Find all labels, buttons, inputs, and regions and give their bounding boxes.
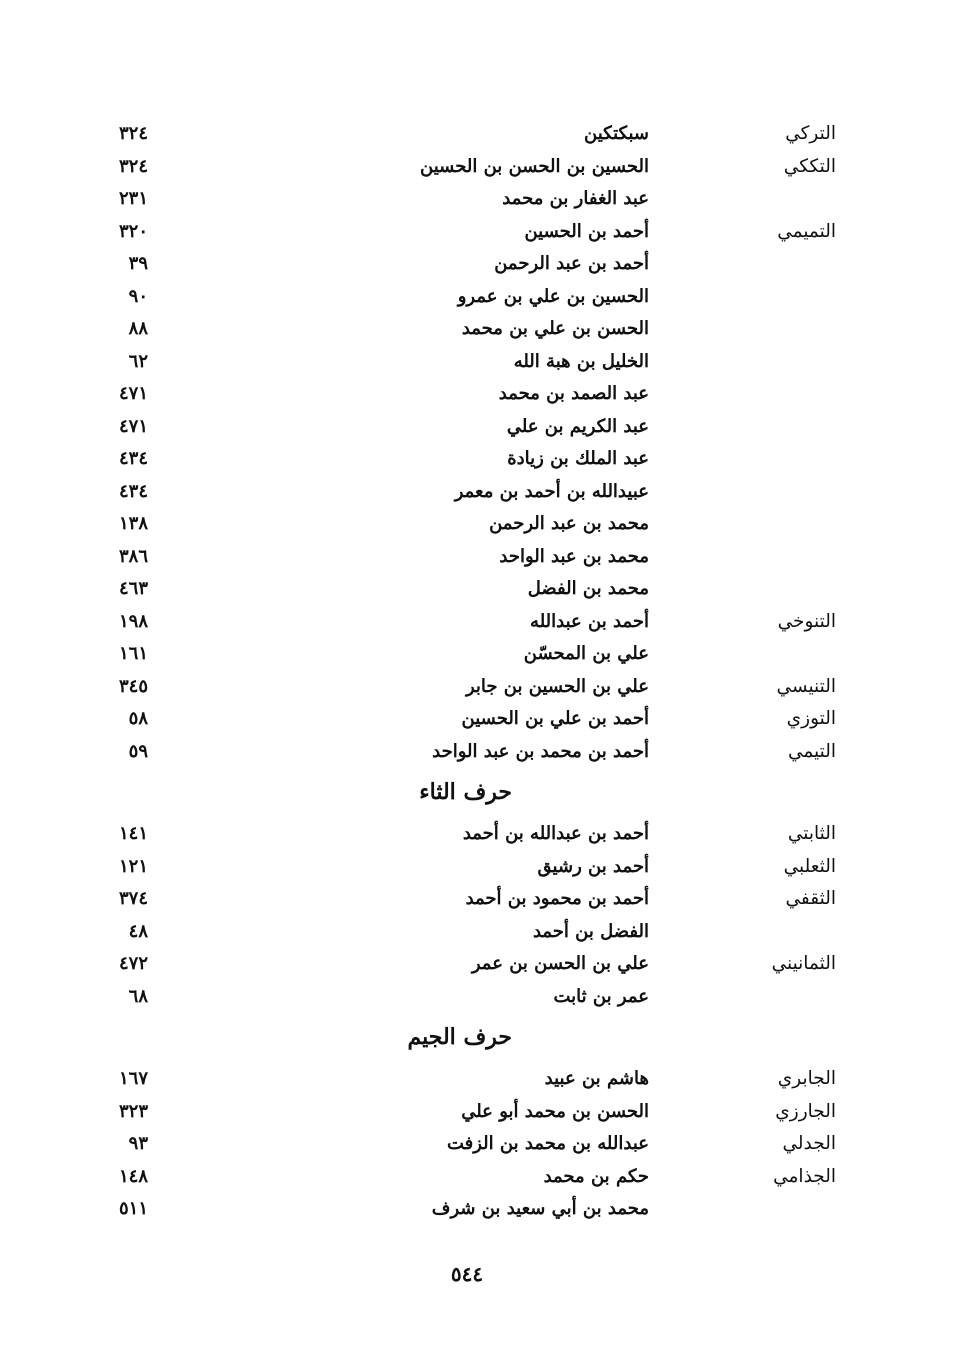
index-row bbox=[0, 638, 954, 671]
page-reference: ٤٦٣ bbox=[118, 578, 148, 599]
page-reference: ٦٨ bbox=[128, 985, 148, 1007]
page-reference: ٤٣٤ bbox=[118, 448, 148, 469]
index-row bbox=[0, 703, 954, 736]
page-reference: ٥٩ bbox=[128, 740, 148, 762]
person-name: أحمد بن عبدالله bbox=[530, 610, 649, 632]
index-row bbox=[0, 948, 954, 981]
index-row bbox=[0, 736, 954, 769]
person-name: عبد الصمد بن محمد bbox=[498, 383, 649, 404]
index-row bbox=[0, 183, 954, 216]
page-reference: ١٤٨ bbox=[118, 1165, 148, 1187]
person-name: محمد بن عبد الواحد bbox=[499, 545, 649, 567]
page-reference: ٥٨ bbox=[128, 708, 148, 729]
index-row bbox=[0, 248, 954, 281]
page-reference: ١٢١ bbox=[118, 855, 148, 877]
nisba-label: الثعلبي bbox=[783, 855, 836, 877]
index-row bbox=[0, 1128, 954, 1161]
index-row bbox=[0, 606, 954, 639]
page-reference: ٥١١ bbox=[118, 1198, 148, 1219]
page-reference: ٤٨ bbox=[128, 920, 148, 942]
page-reference: ٦٢ bbox=[128, 350, 148, 372]
nisba-label: التيمي bbox=[787, 740, 836, 762]
page-reference: ٣٢٣ bbox=[118, 1100, 148, 1122]
person-name: أحمد بن محمود بن أحمد bbox=[465, 888, 649, 909]
person-name: الحسين بن علي بن عمرو bbox=[457, 285, 649, 307]
page-reference: ٣٨٦ bbox=[118, 545, 148, 567]
page-reference: ٣٤٥ bbox=[118, 675, 148, 697]
page-reference: ٨٨ bbox=[128, 318, 148, 339]
person-name: عبد الغفار بن محمد bbox=[502, 188, 649, 209]
person-name: عمر بن ثابت bbox=[553, 985, 649, 1007]
index-row bbox=[0, 851, 954, 884]
page-reference: ١٦٧ bbox=[118, 1068, 148, 1089]
page-reference: ٤٧١ bbox=[118, 415, 148, 437]
index-row bbox=[0, 216, 954, 249]
index-row bbox=[0, 118, 954, 151]
person-name: علي بن الحسن بن عمر bbox=[471, 953, 649, 974]
person-name: علي بن المحسّن bbox=[523, 643, 649, 664]
nisba-label: الثابتي bbox=[787, 823, 836, 844]
page-reference: ١٩٨ bbox=[118, 610, 148, 632]
person-name: علي بن الحسين بن جابر bbox=[465, 675, 649, 697]
page-number: ٥٤٤ bbox=[450, 1262, 484, 1286]
nisba-label: التركي bbox=[785, 123, 836, 144]
person-name: سبكتكين bbox=[584, 123, 649, 144]
index-row bbox=[0, 1096, 954, 1129]
person-name: محمد بن الفضل bbox=[527, 578, 649, 599]
person-name: أحمد بن الحسين bbox=[524, 220, 649, 242]
person-name: أحمد بن محمد بن عبد الواحد bbox=[432, 740, 649, 762]
section-heading-jim bbox=[0, 1013, 954, 1063]
page-reference: ٩٣ bbox=[128, 1133, 148, 1154]
index-row bbox=[0, 281, 954, 314]
index-row bbox=[0, 671, 954, 704]
nisba-label: التميمي bbox=[777, 220, 836, 242]
index-row bbox=[0, 573, 954, 606]
person-name: الحسن بن محمد أبو علي bbox=[461, 1100, 649, 1122]
page-reference: ٢٣١ bbox=[118, 188, 148, 209]
person-name: أحمد بن عبدالله بن أحمد bbox=[462, 823, 649, 844]
page-reference: ٤٧٢ bbox=[118, 953, 148, 974]
section-title: حرف الجيم bbox=[407, 1024, 512, 1050]
page-reference: ٩٠ bbox=[128, 285, 148, 307]
page-reference: ٤٧١ bbox=[118, 383, 148, 404]
index-row bbox=[0, 1193, 954, 1226]
index-row bbox=[0, 1063, 954, 1096]
nisba-label: الجابري bbox=[777, 1068, 836, 1089]
section-heading-tha bbox=[0, 768, 954, 818]
person-name: الحسن بن علي بن محمد bbox=[461, 318, 649, 339]
index-row bbox=[0, 508, 954, 541]
page-reference: ١٤١ bbox=[118, 823, 148, 844]
page-reference: ١٦١ bbox=[118, 643, 148, 664]
page-reference: ٣٩ bbox=[128, 253, 148, 274]
person-name: عبيدالله بن أحمد بن معمر bbox=[454, 480, 649, 502]
nisba-label: التككي bbox=[783, 155, 836, 177]
person-name: الفضل بن أحمد bbox=[532, 920, 649, 942]
index-row bbox=[0, 818, 954, 851]
page-reference: ٣٢٤ bbox=[118, 155, 148, 177]
index-row bbox=[0, 411, 954, 444]
person-name: أحمد بن عبد الرحمن bbox=[494, 253, 649, 274]
index-row bbox=[0, 313, 954, 346]
index-row bbox=[0, 346, 954, 379]
person-name: عبد الملك بن زيادة bbox=[507, 448, 649, 469]
person-name: محمد بن عبد الرحمن bbox=[489, 513, 649, 534]
index-row bbox=[0, 541, 954, 574]
index-row bbox=[0, 1161, 954, 1194]
index-row bbox=[0, 151, 954, 184]
person-name: أحمد بن علي بن الحسين bbox=[461, 708, 649, 729]
index-list bbox=[0, 118, 954, 1226]
person-name: الخليل بن هبة الله bbox=[513, 350, 649, 372]
index-row bbox=[0, 476, 954, 509]
section-title: حرف الثاء bbox=[419, 779, 512, 805]
nisba-label: الجدلي bbox=[782, 1133, 836, 1154]
person-name: أحمد بن رشيق bbox=[537, 855, 649, 877]
index-row bbox=[0, 443, 954, 476]
page-reference: ٣٢٠ bbox=[118, 220, 148, 242]
nisba-label: الثمانيني bbox=[771, 953, 836, 974]
page-reference: ٣٢٤ bbox=[118, 123, 148, 144]
page-reference: ٤٣٤ bbox=[118, 480, 148, 502]
index-row bbox=[0, 981, 954, 1014]
index-row bbox=[0, 883, 954, 916]
nisba-label: الجذامي bbox=[773, 1165, 836, 1187]
nisba-label: الثقفي bbox=[785, 888, 836, 909]
index-row bbox=[0, 378, 954, 411]
page-reference: ١٣٨ bbox=[118, 513, 148, 534]
person-name: عبدالله بن محمد بن الزفت bbox=[446, 1133, 649, 1154]
person-name: هاشم بن عبيد bbox=[544, 1068, 649, 1089]
person-name: الحسين بن الحسن بن الحسين bbox=[420, 155, 649, 177]
page-reference: ٣٧٤ bbox=[118, 888, 148, 909]
nisba-label: التوزي bbox=[786, 708, 836, 729]
index-row bbox=[0, 916, 954, 949]
person-name: حكم بن محمد bbox=[543, 1165, 649, 1187]
person-name: عبد الكريم بن علي bbox=[506, 415, 649, 437]
person-name: محمد بن أبي سعيد بن شرف bbox=[431, 1198, 649, 1219]
nisba-label: التنيسي bbox=[776, 675, 836, 697]
nisba-label: التنوخي bbox=[777, 610, 836, 632]
nisba-label: الجارزي bbox=[775, 1100, 836, 1122]
